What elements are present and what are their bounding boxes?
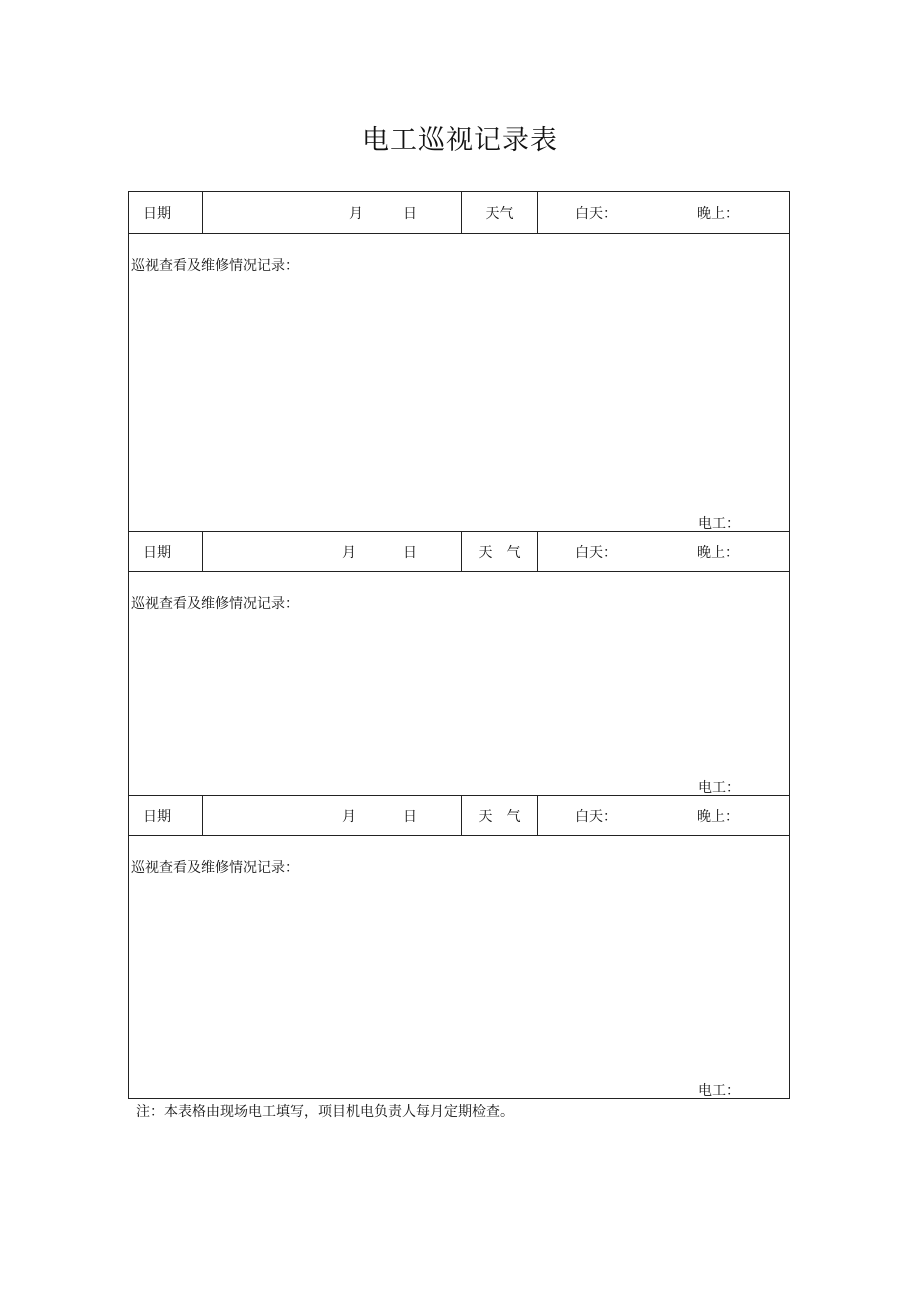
entry-header [129, 192, 789, 234]
date-label: 日期 [143, 205, 171, 222]
daytime-label: 白天： [575, 544, 617, 561]
weather-label: 天气 [485, 205, 514, 222]
record-label: 巡视查看及维修情况记录： [131, 596, 299, 612]
day-label: 日 [403, 205, 417, 222]
date-label-cell [129, 796, 203, 835]
month-label: 月 [342, 544, 356, 561]
entry-header [129, 531, 789, 572]
date-label-cell [129, 192, 203, 233]
electrician-signature-label: 电工： [698, 516, 740, 532]
record-label: 巡视查看及维修情况记录： [131, 258, 299, 274]
date-label: 日期 [143, 808, 171, 825]
weather-field[interactable] [538, 532, 789, 571]
weather-field[interactable] [538, 796, 789, 835]
inspection-entry-3 [129, 795, 789, 1098]
day-label: 日 [403, 544, 417, 561]
date-label: 日期 [143, 544, 171, 561]
date-label-cell [129, 532, 203, 571]
weather-label-cell [462, 796, 538, 835]
weather-field[interactable] [538, 192, 789, 233]
month-label: 月 [342, 808, 356, 825]
record-label: 巡视查看及维修情况记录： [131, 860, 299, 876]
month-label: 月 [349, 205, 363, 222]
date-field[interactable] [203, 796, 462, 835]
date-field[interactable] [203, 532, 462, 571]
page-title: 电工巡视记录表 [362, 125, 558, 156]
footnote: 注：本表格由现场电工填写，项目机电负责人每月定期检查。 [136, 1104, 514, 1120]
record-area[interactable] [129, 234, 789, 531]
inspection-entry-2 [129, 531, 789, 795]
record-area[interactable] [129, 572, 789, 795]
electrician-signature-label: 电工： [698, 780, 740, 796]
night-label: 晚上： [697, 808, 739, 825]
entry-header [129, 795, 789, 836]
record-area[interactable] [129, 836, 789, 1098]
daytime-label: 白天： [575, 205, 617, 222]
date-field[interactable] [203, 192, 462, 233]
weather-label: 天 气 [478, 808, 521, 825]
night-label: 晚上： [697, 544, 739, 561]
day-label: 日 [403, 808, 417, 825]
daytime-label: 白天： [575, 808, 617, 825]
weather-label: 天 气 [478, 544, 521, 561]
weather-label-cell [462, 192, 538, 233]
inspection-form [128, 191, 790, 1099]
weather-label-cell [462, 532, 538, 571]
night-label: 晚上： [697, 205, 739, 222]
inspection-entry-1 [129, 192, 789, 531]
electrician-signature-label: 电工： [698, 1083, 740, 1099]
